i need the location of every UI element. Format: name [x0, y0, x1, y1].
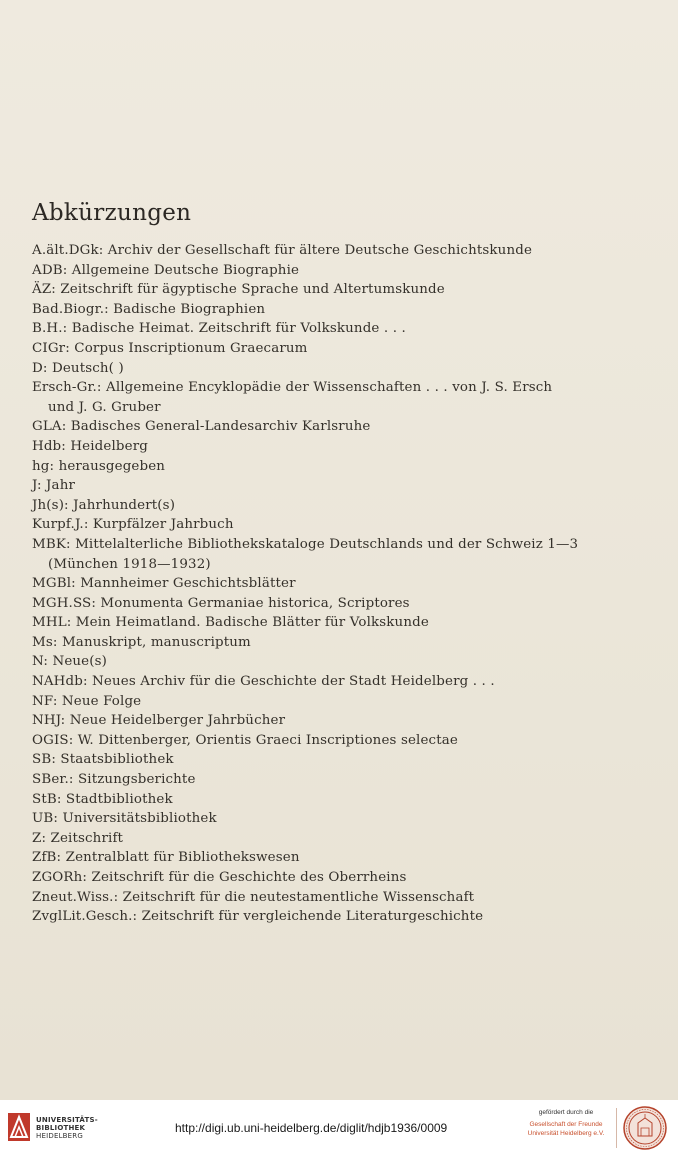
list-item: MGH.SS: Monumenta Germaniae historica, Scriptores — [32, 595, 410, 611]
university-seal-icon — [623, 1106, 667, 1150]
list-item: OGIS: W. Dittenberger, Orientis Graeci Inscriptiones selectae — [32, 732, 458, 748]
list-item: SBer.: Sitzungsberichte — [32, 772, 196, 788]
list-item: UB: Universitätsbibliothek — [32, 811, 217, 827]
sponsor-name: Universität Heidelberg e.V. — [527, 1130, 605, 1137]
list-item: ADB: Allgemeine Deutsche Biographie — [32, 262, 300, 278]
list-item: CIGr: Corpus Inscriptionum Graecarum — [32, 340, 308, 356]
list-item: MGBl: Mannheimer Geschichtsblätter — [32, 576, 296, 592]
list-item: A.ält.DGk: Archiv der Gesellschaft für ältere Deutsche Geschichtskunde — [32, 243, 533, 258]
list-item: Ms: Manuskript, manuscriptum — [32, 634, 251, 650]
list-item: Zneut.Wiss.: Zeitschrift für die neutestamentliche Wissenschaft — [32, 889, 475, 905]
permalink[interactable]: http://digi.ub.uni-heidelberg.de/diglit/hdjb1936/0009 — [175, 1121, 448, 1135]
library-logo-text — [36, 1116, 98, 1140]
list-item: Jh(s): Jahrhundert(s) — [32, 497, 176, 513]
list-item: NAHdb: Neues Archiv für die Geschichte der Stadt Heidelberg . . . — [32, 674, 495, 690]
list-item-text: MBK: Mittelalterliche Bibliothekskataloge Deutschlands und der Schweiz 1—3 — [32, 536, 579, 552]
list-item: NF: Neue Folge — [32, 693, 142, 709]
list-item-mbk — [32, 535, 594, 574]
list-item: NHJ: Neue Heidelberger Jahrbücher — [32, 713, 286, 729]
logo-line: UNIVERSITÄTS- — [36, 1116, 98, 1124]
list-item: N: Neue(s) — [32, 654, 108, 670]
sponsor-credit — [520, 1108, 612, 1138]
list-item-text: Ersch-Gr.: Allgemeine Encyklopädie der Wissenschaften . . . von J. S. Ersch — [32, 380, 553, 396]
sponsor-name: Gesellschaft der Freunde — [529, 1121, 603, 1128]
footer-divider — [616, 1108, 617, 1148]
list-item: D: Deutsch( ) — [32, 360, 124, 376]
list-item: ZvglLit.Gesch.: Zeitschrift für vergleichende Literaturgeschichte — [32, 909, 484, 925]
list-item: Kurpf.J.: Kurpfälzer Jahrbuch — [32, 517, 234, 533]
list-item: GLA: Badisches General-Landesarchiv Karlsruhe — [32, 419, 371, 435]
list-item-ersch — [32, 378, 594, 417]
list-item: SB: Staatsbibliothek — [32, 752, 174, 768]
list-item: hg: herausgegeben — [32, 458, 166, 474]
list-item: Z: Zeitschrift — [32, 830, 124, 846]
list-item: ZGORh: Zeitschrift für die Geschichte des Oberrheins — [32, 870, 407, 885]
list-item: MHL: Mein Heimatland. Badische Blätter für Volkskunde — [32, 615, 429, 631]
viewer-footer — [0, 1100, 678, 1155]
list-item: ZfB: Zentralblatt für Bibliothekswesen — [32, 850, 300, 866]
logo-line: BIBLIOTHEK — [36, 1124, 86, 1132]
library-logo-icon — [8, 1113, 30, 1141]
list-item: Bad.Biogr.: Badische Biographien — [32, 301, 266, 317]
sponsor-label: gefördert durch die — [538, 1109, 594, 1116]
list-item: ÄZ: Zeitschrift für ägyptische Sprache und Altertumskunde — [32, 282, 445, 298]
logo-line: HEIDELBERG — [36, 1132, 83, 1140]
page-title: Abkürzungen — [32, 200, 192, 226]
list-item: B.H.: Badische Heimat. Zeitschrift für Volkskunde . . . — [32, 321, 406, 337]
list-item: Hdb: Heidelberg — [32, 438, 148, 454]
list-item-continuation: und J. G. Gruber — [48, 399, 161, 415]
list-item: J: Jahr — [32, 478, 76, 494]
list-item: StB: Stadtbibliothek — [32, 791, 173, 807]
abbreviation-list — [32, 241, 594, 927]
list-item-continuation: (München 1918—1932) — [48, 556, 211, 572]
